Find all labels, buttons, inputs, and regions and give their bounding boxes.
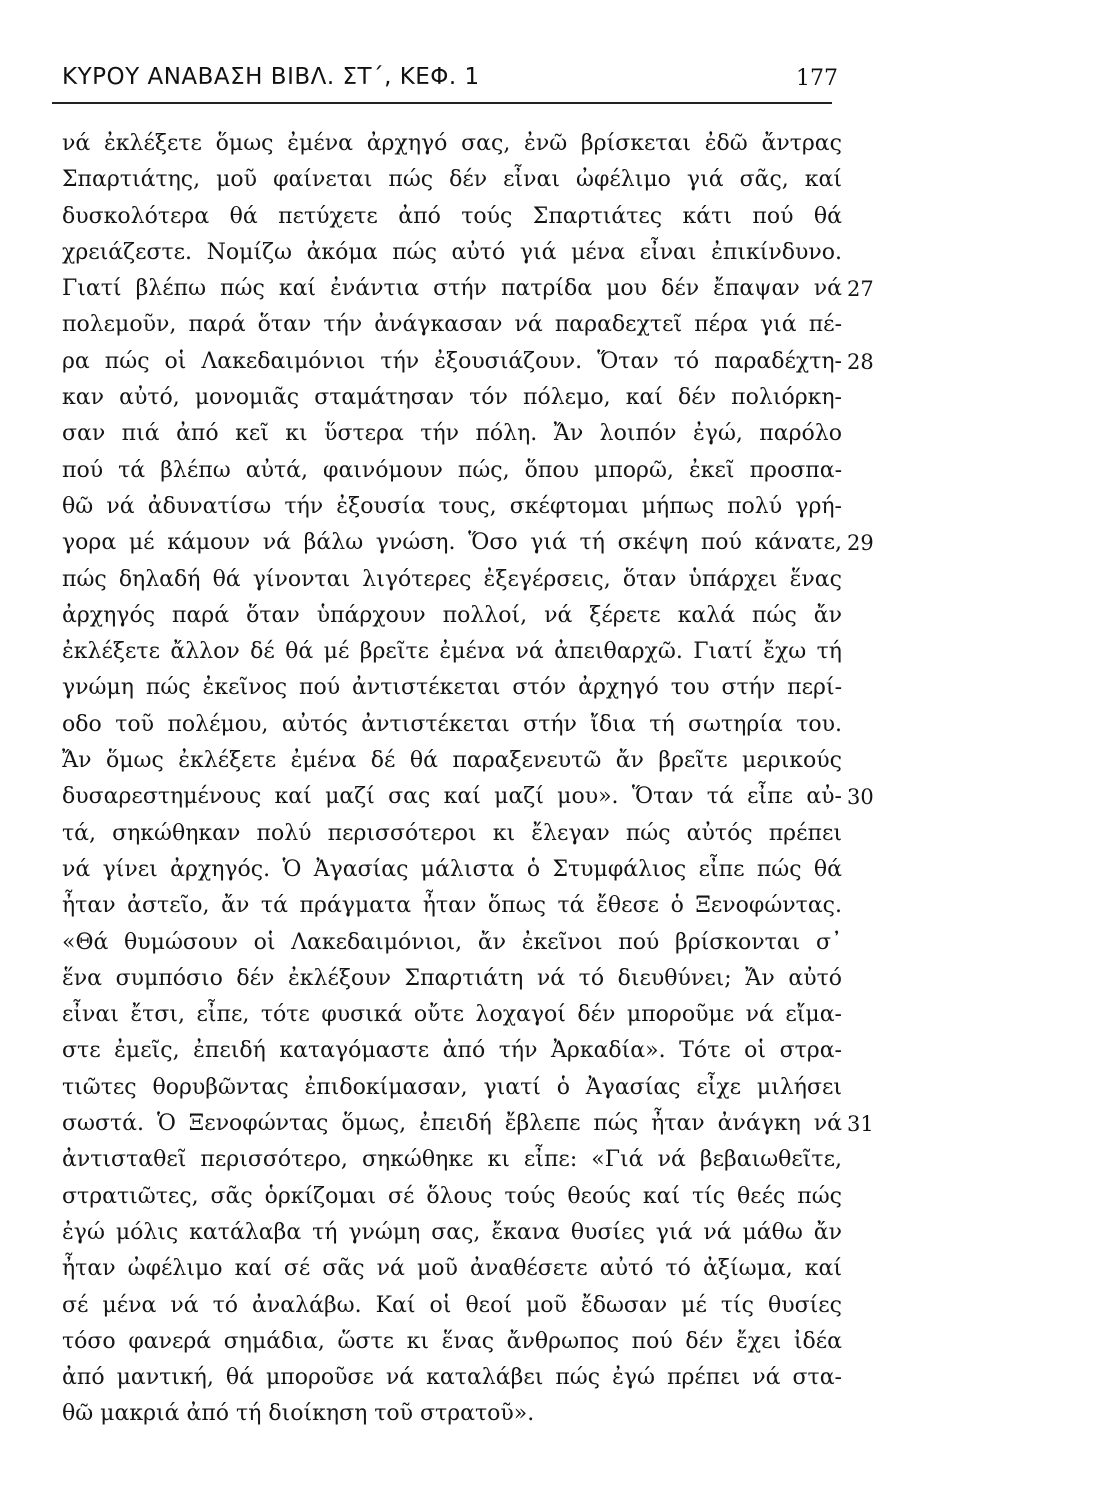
line-text: νά ἐκλέξετε ὅμως ἐμένα ἀρχηγό σας, ἐνῶ βρίσκεται ἐδῶ ἄντρας xyxy=(62,131,842,156)
line-text: Ἄν ὅμως ἐκλέξετε ἐμένα δέ θά παραξενευτῶ ἄν βρεῖτε μερικούς xyxy=(62,748,842,774)
text-line xyxy=(62,707,842,743)
line-text: σέ μένα νά τό ἀναλάβω. Καί οἱ θεοί μοῦ ἔδωσαν μέ τίς θυσίες xyxy=(62,1292,842,1318)
text-line xyxy=(62,271,874,307)
text-line xyxy=(62,1215,842,1251)
text-line xyxy=(62,199,842,235)
section-number: 31 xyxy=(847,1112,874,1137)
text-line xyxy=(62,1288,842,1324)
line-text: ρα πώς οἱ Λακεδαιμόνιοι τήν ἐξουσιάζουν. Ὅταν τό παραδέχτη- xyxy=(62,348,842,374)
text-line xyxy=(62,453,842,489)
line-text: πού τά βλέπω αὐτά, φαινόμουν πώς, ὅπου μπορῶ, ἐκεῖ προσπα- xyxy=(62,457,842,483)
text-line xyxy=(62,925,842,961)
section-number: 30 xyxy=(847,785,874,810)
text-line xyxy=(62,743,842,779)
line-text: νά γίνει ἀρχηγός. Ὁ Ἀγασίας μάλιστα ὁ Στυμφάλιος εἶπε πώς θά xyxy=(62,856,842,882)
text-line xyxy=(62,162,842,198)
line-text: εἶναι ἔτσι, εἶπε, τότε φυσικά οὔτε λοχαγοί δέν μποροῦμε νά εἴμα- xyxy=(62,1002,842,1028)
line-text: γνώμη πώς ἐκεῖνος πού ἀντιστέκεται στόν ἀρχηγό του στήν περί- xyxy=(62,675,842,701)
line-text: πώς δηλαδή θά γίνονται λιγότερες ἐξεγέρσεις, ὅταν ὑπάρχει ἕνας xyxy=(62,566,842,592)
line-text: τά, σηκώθηκαν πολύ περισσότεροι κι ἔλεγαν πώς αὐτός πρέπει xyxy=(62,820,842,846)
line-text: σαν πιά ἀπό κεῖ κι ὕστερα τήν πόλη. Ἄν λοιπόν ἐγώ, παρόλο xyxy=(62,421,842,447)
line-text: σωστά. Ὁ Ξενοφώντας ὅμως, ἐπειδή ἔβλεπε πώς ἦταν ἀνάγκη νά xyxy=(62,1111,842,1137)
text-line xyxy=(62,307,842,343)
line-text: ἦταν ἀστεῖο, ἄν τά πράγματα ἦταν ὅπως τά ἔθεσε ὁ Ξενοφώντας. xyxy=(62,893,842,919)
text-line xyxy=(62,852,842,888)
line-text: στε ἐμεῖς, ἐπειδή καταγόμαστε ἀπό τήν Ἀρκαδία». Τότε οἱ στρα- xyxy=(62,1038,842,1064)
line-text: «Θά θυμώσουν οἱ Λακεδαιμόνιοι, ἄν ἐκεῖνοι πού βρίσκονται σ᾿ xyxy=(62,929,842,955)
line-text: ἐγώ μόλις κατάλαβα τή γνώμη σας, ἔκανα θυσίες γιά νά μάθω ἄν xyxy=(62,1219,842,1245)
line-text: ἐκλέξετε ἄλλον δέ θά μέ βρεῖτε ἐμένα νά ἀπειθαρχῶ. Γιατί ἔχω τή xyxy=(62,639,842,665)
text-line xyxy=(62,1106,874,1142)
line-text: τόσο φανερά σημάδια, ὥστε κι ἕνας ἄνθρωπος πού δέν ἔχει ἰδέα xyxy=(62,1328,842,1354)
text-line xyxy=(62,1142,842,1178)
text-line xyxy=(62,126,842,162)
text-line xyxy=(62,380,842,416)
line-text: πολεμοῦν, παρά ὅταν τήν ἀνάγκασαν νά παραδεχτεῖ πέρα γιά πέ- xyxy=(62,312,842,338)
line-text: ἦταν ὠφέλιμο καί σέ σᾶς νά μοῦ ἀναθέσετε αὐτό τό ἀξίωμα, καί xyxy=(62,1256,842,1282)
line-text: ἀντισταθεῖ περισσότερο, σηκώθηκε κι εἶπε: «Γιά νά βεβαιωθεῖτε, xyxy=(62,1147,842,1173)
text-line xyxy=(62,816,842,852)
line-text: ἀρχηγός παρά ὅταν ὑπάρχουν πολλοί, νά ξέρετε καλά πώς ἄν xyxy=(62,602,842,628)
text-line xyxy=(62,888,842,924)
header-rule xyxy=(52,102,832,104)
line-text: στρατιῶτες, σᾶς ὁρκίζομαι σέ ὅλους τούς θεούς καί τίς θεές πώς xyxy=(62,1183,842,1209)
body-text xyxy=(62,126,874,1433)
line-text: ἀπό μαντική, θά μποροῦσε νά καταλάβει πώς ἐγώ πρέπει νά στα- xyxy=(62,1365,842,1391)
line-text: δυσκολότερα θά πετύχετε ἀπό τούς Σπαρτιάτες κάτι πού θά xyxy=(62,203,842,229)
section-number: 29 xyxy=(847,531,874,556)
line-text: χρειάζεστε. Νομίζω ἀκόμα πώς αὐτό γιά μένα εἶναι ἐπικίνδυνο. xyxy=(62,239,842,265)
line-text: ἕνα συμπόσιο δέν ἐκλέξουν Σπαρτιάτη νά τό διευθύνει; Ἄν αὐτό xyxy=(62,965,842,991)
text-line xyxy=(62,1324,842,1360)
running-title: ΚΥΡΟΥ ΑΝΑΒΑΣΗ ΒΙΒΛ. ΣΤ΄, ΚΕΦ. 1 xyxy=(62,64,480,90)
line-text: Σπαρτιάτης, μοῦ φαίνεται πώς δέν εἶναι ὠφέλιμο γιά σᾶς, καί xyxy=(62,167,842,193)
text-line xyxy=(62,997,842,1033)
text-line xyxy=(62,779,874,815)
text-line xyxy=(62,562,842,598)
text-line xyxy=(62,1360,842,1396)
text-line xyxy=(62,961,842,997)
text-line xyxy=(62,598,842,634)
text-line xyxy=(62,1396,842,1432)
text-line xyxy=(62,634,842,670)
text-line xyxy=(62,525,874,561)
text-line xyxy=(62,670,842,706)
text-line xyxy=(62,1179,842,1215)
text-line xyxy=(62,489,842,525)
text-line xyxy=(62,235,842,271)
line-text: Γιατί βλέπω πώς καί ἐνάντια στήν πατρίδα μου δέν ἔπαψαν νά xyxy=(62,276,842,302)
text-line xyxy=(62,416,842,452)
text-line xyxy=(62,344,874,380)
line-text: γορα μέ κάμουν νά βάλω γνώση. Ὅσο γιά τή σκέψη πού κάνατε, xyxy=(62,530,842,556)
line-text: οδο τοῦ πολέμου, αὐτός ἀντιστέκεται στήν ἴδια τή σωτηρία του. xyxy=(62,711,842,737)
text-line xyxy=(62,1033,842,1069)
line-text: καν αὐτό, μονομιᾶς σταμάτησαν τόν πόλεμο, καί δέν πολιόρκη- xyxy=(62,385,842,411)
line-text: τιῶτες θορυβῶντας ἐπιδοκίμασαν, γιατί ὁ Ἀγασίας εἶχε μιλήσει xyxy=(62,1074,842,1100)
text-line xyxy=(62,1251,842,1287)
text-line xyxy=(62,1070,842,1106)
line-text: θῶ νά ἀδυνατίσω τήν ἐξουσία τους, σκέφτομαι μήπως πολύ γρή- xyxy=(62,493,842,519)
line-text: θῶ μακριά ἀπό τή διοίκηση τοῦ στρατοῦ». xyxy=(62,1401,535,1427)
section-number: 27 xyxy=(847,277,874,302)
line-text: δυσαρεστημένους καί μαζί σας καί μαζί μου». Ὅταν τά εἶπε αὐ- xyxy=(62,784,842,810)
page-number: 177 xyxy=(796,66,838,91)
section-number: 28 xyxy=(847,349,874,374)
